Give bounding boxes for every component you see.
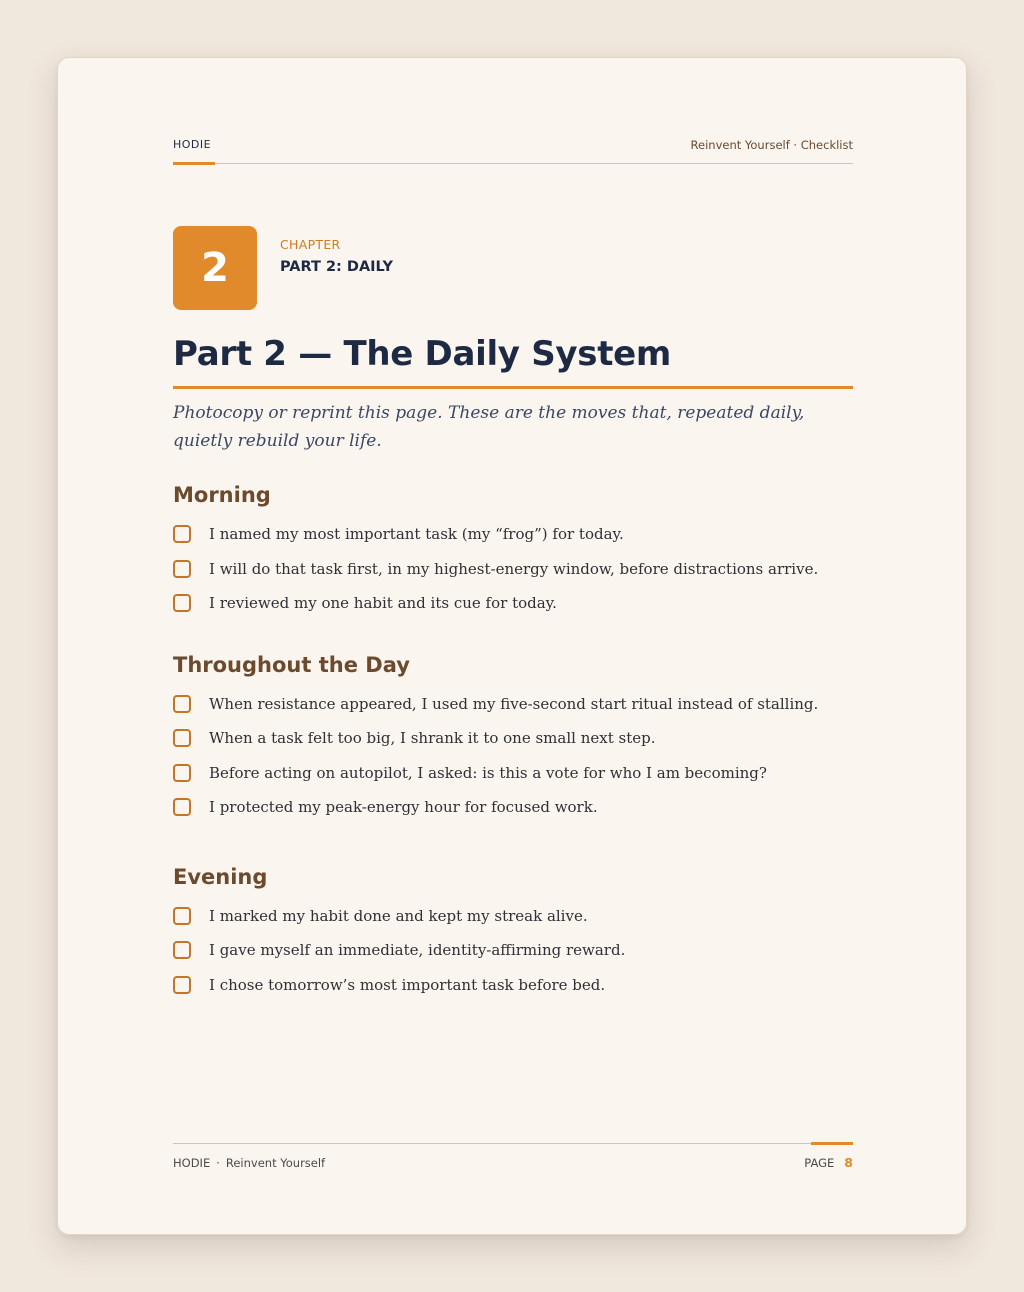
footer-separator: · [216,1156,220,1170]
header-running-title: Reinvent Yourself · Checklist [690,138,853,152]
checklist-item-text: I will do that task first, in my highest-energy window, before distractions arrive. [209,559,819,578]
checklist-item [173,687,853,722]
checkbox[interactable] [173,798,191,816]
title-underline [173,386,853,389]
checkbox[interactable] [173,729,191,747]
page-header [173,136,853,166]
footer-brand: HODIE [173,1156,211,1170]
checklist [173,899,853,1003]
checklist-item-text: I reviewed my one habit and its cue for today. [209,594,557,613]
checklist-item-text: I chose tomorrow’s most important task before bed. [209,975,606,994]
checklist-section [173,481,853,621]
page-label: PAGE [804,1156,835,1170]
checklist-item [173,552,853,587]
header-brand: HODIE [173,138,212,151]
checklist-item [173,721,853,756]
footer-book-title: Reinvent Yourself [225,1156,326,1170]
checklist-item [173,790,853,825]
page-number: 8 [844,1155,853,1170]
checklist-item-text: When a task felt too big, I shrank it to one small next step. [209,729,656,748]
checkbox[interactable] [173,764,191,782]
checklist-item [173,756,853,791]
page-footer [173,1143,853,1183]
page-title: Part 2 — The Daily System [173,334,672,374]
header-divider [173,163,853,164]
document-page [57,57,967,1235]
checkbox[interactable] [173,560,191,578]
checklist-item [173,517,853,552]
checkbox[interactable] [173,907,191,925]
section-heading: Evening [173,864,268,889]
checkbox[interactable] [173,525,191,543]
footer-right [804,1155,853,1170]
footer-divider [173,1143,853,1144]
checklist-item-text: I named my most important task (my “frog”) for today. [209,525,624,544]
footer-left [173,1156,325,1170]
checkbox[interactable] [173,976,191,994]
checklist-item [173,899,853,934]
checklist-item-text: I gave myself an immediate, identity-affirming reward. [209,941,626,960]
checklist [173,517,853,621]
content [173,330,853,1002]
page-subtitle: Photocopy or reprint this page. These are the moves that, repeated daily, quietly rebuild your life. [173,403,805,451]
checklist [173,687,853,825]
checkbox[interactable] [173,941,191,959]
chapter-number-badge: 2 [173,226,257,310]
footer-accent-bar [811,1142,853,1145]
checklist-item-text: Before acting on autopilot, I asked: is this a vote for who I am becoming? [209,763,767,782]
checklist-item-text: When resistance appeared, I used my five-second start ritual instead of stalling. [209,694,819,713]
checkbox[interactable] [173,695,191,713]
checklist-item-text: I marked my habit done and kept my streak alive. [209,906,588,925]
checklist-item [173,968,853,1003]
checklist-item-text: I protected my peak-energy hour for focused work. [209,798,598,817]
section-heading: Throughout the Day [173,652,410,677]
section-heading: Morning [173,483,271,507]
checklist-section [173,651,853,825]
header-accent-bar [173,162,215,165]
checklist-sections [173,481,853,1002]
chapter-kicker: CHAPTER [280,237,341,252]
checklist-item [173,933,853,968]
checklist-section [173,863,853,1003]
checkbox[interactable] [173,594,191,612]
chapter-name: PART 2: DAILY [280,259,394,275]
checklist-item [173,586,853,621]
chapter-block [173,226,853,310]
